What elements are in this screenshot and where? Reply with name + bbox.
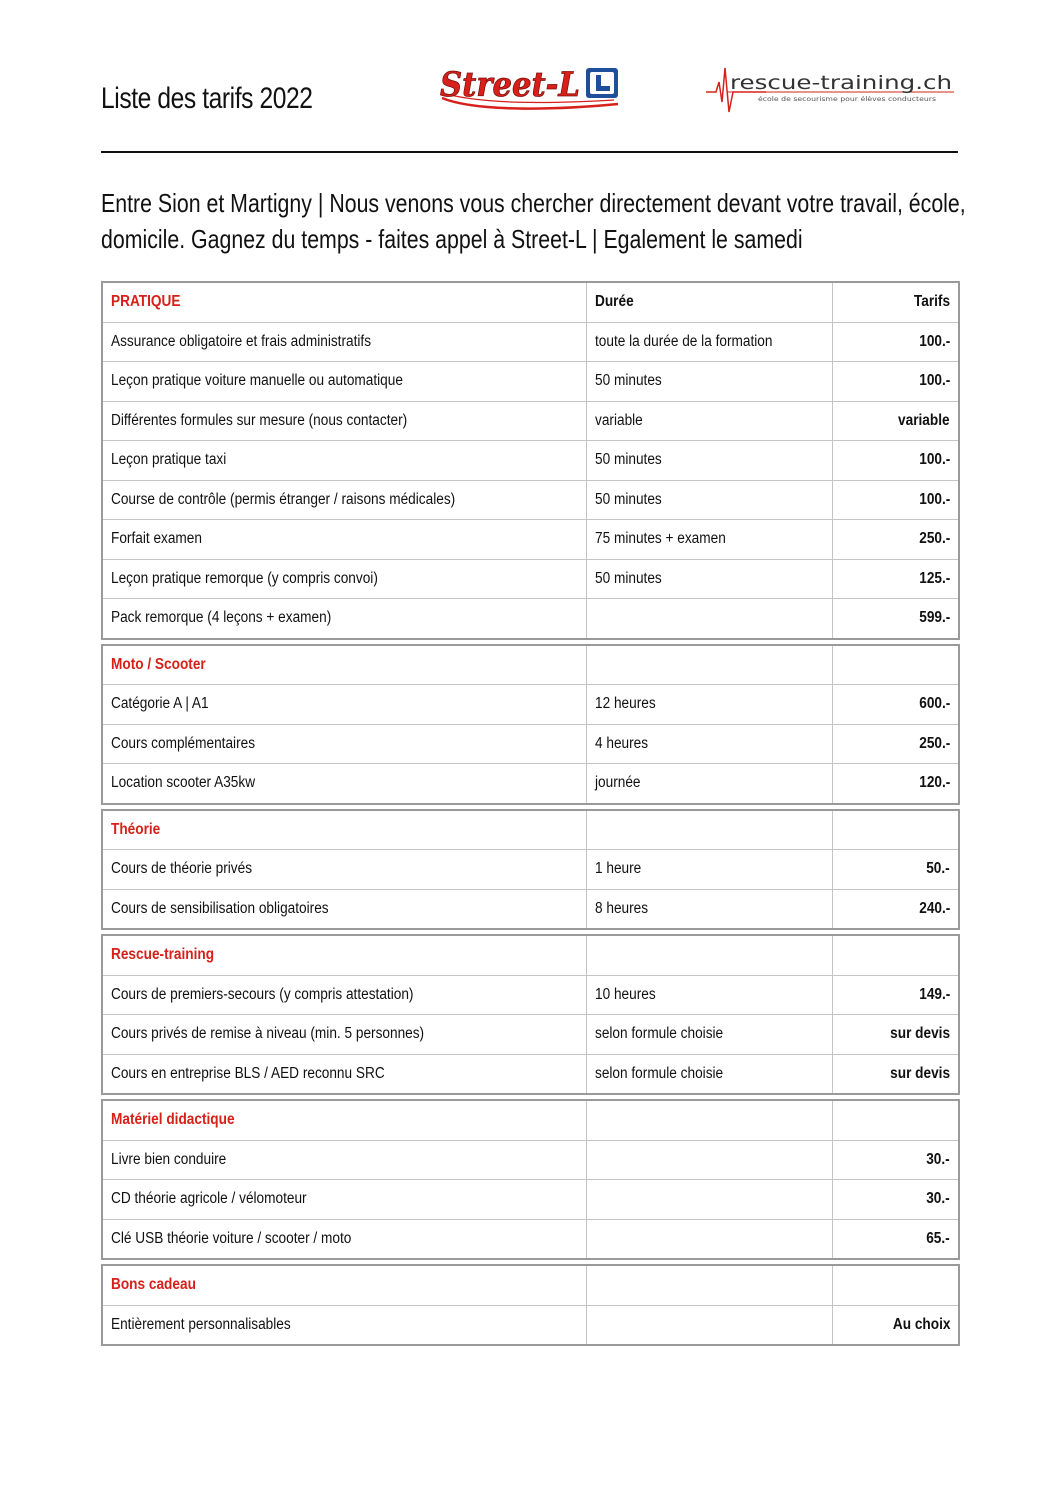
item-price: 600.- <box>832 685 959 725</box>
table-row <box>102 362 959 402</box>
item-label: Cours en entreprise BLS / AED reconnu SRC <box>102 1054 586 1094</box>
item-label: Cours de premiers-secours (y compris attestation) <box>102 975 586 1015</box>
item-price: Au choix <box>832 1305 959 1345</box>
price-list <box>101 281 958 1350</box>
item-label: Catégorie A | A1 <box>102 685 586 725</box>
table-row <box>102 685 959 725</box>
price-section <box>101 1264 960 1346</box>
price-section <box>101 934 960 1095</box>
price-header <box>832 810 959 850</box>
price-header: Tarifs <box>832 282 959 322</box>
table-row <box>102 401 959 441</box>
table-row <box>102 764 959 804</box>
table-row <box>102 1140 959 1180</box>
item-price: 100.- <box>832 441 959 481</box>
table-row <box>102 441 959 481</box>
duration-header <box>586 1100 832 1140</box>
price-header <box>832 935 959 975</box>
intro-text <box>101 185 966 257</box>
table-row <box>102 322 959 362</box>
item-label: Pack remorque (4 leçons + examen) <box>102 599 586 639</box>
item-price: 240.- <box>832 889 959 929</box>
item-duration: 50 minutes <box>586 480 832 520</box>
price-section <box>101 809 960 931</box>
item-price: variable <box>832 401 959 441</box>
section-title: Matériel didactique <box>102 1100 586 1140</box>
item-duration <box>586 1219 832 1259</box>
item-duration: 50 minutes <box>586 559 832 599</box>
item-price: 30.- <box>832 1140 959 1180</box>
item-duration: 50 minutes <box>586 362 832 402</box>
duration-header: Durée <box>586 282 832 322</box>
rescue-training-logo <box>706 62 958 116</box>
header-divider <box>101 151 958 153</box>
item-duration: journée <box>586 764 832 804</box>
item-label: Différentes formules sur mesure (nous contacter) <box>102 401 586 441</box>
item-price: sur devis <box>832 1015 959 1055</box>
intro-line-1: Entre Sion et Martigny | Nous venons vous chercher directement devant votre travail, école, <box>101 188 966 218</box>
page-title: Liste des tarifs 2022 <box>101 82 313 116</box>
item-price: 149.- <box>832 975 959 1015</box>
item-label: Assurance obligatoire et frais administratifs <box>102 322 586 362</box>
item-duration <box>586 1180 832 1220</box>
table-row <box>102 480 959 520</box>
item-price: 599.- <box>832 599 959 639</box>
item-label: Cours complémentaires <box>102 724 586 764</box>
table-row <box>102 599 959 639</box>
table-row <box>102 1015 959 1055</box>
item-price: 250.- <box>832 520 959 560</box>
rescue-training-logo-text: rescue-training.ch <box>730 72 952 94</box>
item-duration: 50 minutes <box>586 441 832 481</box>
section-header-row <box>102 1100 959 1140</box>
item-duration: variable <box>586 401 832 441</box>
section-title: Rescue-training <box>102 935 586 975</box>
item-label: CD théorie agricole / vélomoteur <box>102 1180 586 1220</box>
price-section <box>101 644 960 805</box>
item-label: Livre bien conduire <box>102 1140 586 1180</box>
duration-header <box>586 810 832 850</box>
item-duration: 12 heures <box>586 685 832 725</box>
item-price: 30.- <box>832 1180 959 1220</box>
item-duration: 1 heure <box>586 850 832 890</box>
table-row <box>102 559 959 599</box>
item-duration: 10 heures <box>586 975 832 1015</box>
item-label: Cours de sensibilisation obligatoires <box>102 889 586 929</box>
item-label: Cours privés de remise à niveau (min. 5 personnes) <box>102 1015 586 1055</box>
intro-line-2: domicile. Gagnez du temps - faites appel à Street-L | Egalement le samedi <box>101 224 803 254</box>
section-header-row <box>102 282 959 322</box>
item-price: 50.- <box>832 850 959 890</box>
item-duration: 8 heures <box>586 889 832 929</box>
price-section <box>101 1099 960 1260</box>
duration-header <box>586 645 832 685</box>
price-header <box>832 645 959 685</box>
item-label: Clé USB théorie voiture / scooter / moto <box>102 1219 586 1259</box>
table-row <box>102 1180 959 1220</box>
item-price: sur devis <box>832 1054 959 1094</box>
table-row <box>102 1219 959 1259</box>
rescue-training-logo-tagline: école de secourisme pour élèves conducteurs <box>758 95 937 103</box>
item-label: Forfait examen <box>102 520 586 560</box>
section-header-row <box>102 1265 959 1305</box>
table-row <box>102 724 959 764</box>
table-row <box>102 889 959 929</box>
item-duration: toute la durée de la formation <box>586 322 832 362</box>
item-duration: selon formule choisie <box>586 1054 832 1094</box>
duration-header <box>586 935 832 975</box>
item-price: 100.- <box>832 362 959 402</box>
item-label: Leçon pratique remorque (y compris convoi) <box>102 559 586 599</box>
item-label: Entièrement personnalisables <box>102 1305 586 1345</box>
item-price: 100.- <box>832 480 959 520</box>
item-price: 120.- <box>832 764 959 804</box>
duration-header <box>586 1265 832 1305</box>
item-price: 250.- <box>832 724 959 764</box>
item-price: 125.- <box>832 559 959 599</box>
item-price: 100.- <box>832 322 959 362</box>
street-l-logo <box>436 60 626 112</box>
item-duration <box>586 1305 832 1345</box>
item-price: 65.- <box>832 1219 959 1259</box>
item-duration <box>586 1140 832 1180</box>
section-title: Théorie <box>102 810 586 850</box>
table-row <box>102 1054 959 1094</box>
section-title: Bons cadeau <box>102 1265 586 1305</box>
table-row <box>102 850 959 890</box>
price-section <box>101 281 960 640</box>
street-l-logo-text: Street-L <box>440 65 580 105</box>
section-header-row <box>102 810 959 850</box>
item-label: Location scooter A35kw <box>102 764 586 804</box>
price-header <box>832 1265 959 1305</box>
table-row <box>102 975 959 1015</box>
price-header <box>832 1100 959 1140</box>
item-label: Leçon pratique taxi <box>102 441 586 481</box>
item-duration: 75 minutes + examen <box>586 520 832 560</box>
section-header-row <box>102 645 959 685</box>
item-label: Cours de théorie privés <box>102 850 586 890</box>
item-duration <box>586 599 832 639</box>
section-header-row <box>102 935 959 975</box>
table-row <box>102 1305 959 1345</box>
item-duration: selon formule choisie <box>586 1015 832 1055</box>
section-title: Moto / Scooter <box>102 645 586 685</box>
item-duration: 4 heures <box>586 724 832 764</box>
item-label: Course de contrôle (permis étranger / raisons médicales) <box>102 480 586 520</box>
table-row <box>102 520 959 560</box>
item-label: Leçon pratique voiture manuelle ou automatique <box>102 362 586 402</box>
section-title: PRATIQUE <box>102 282 586 322</box>
